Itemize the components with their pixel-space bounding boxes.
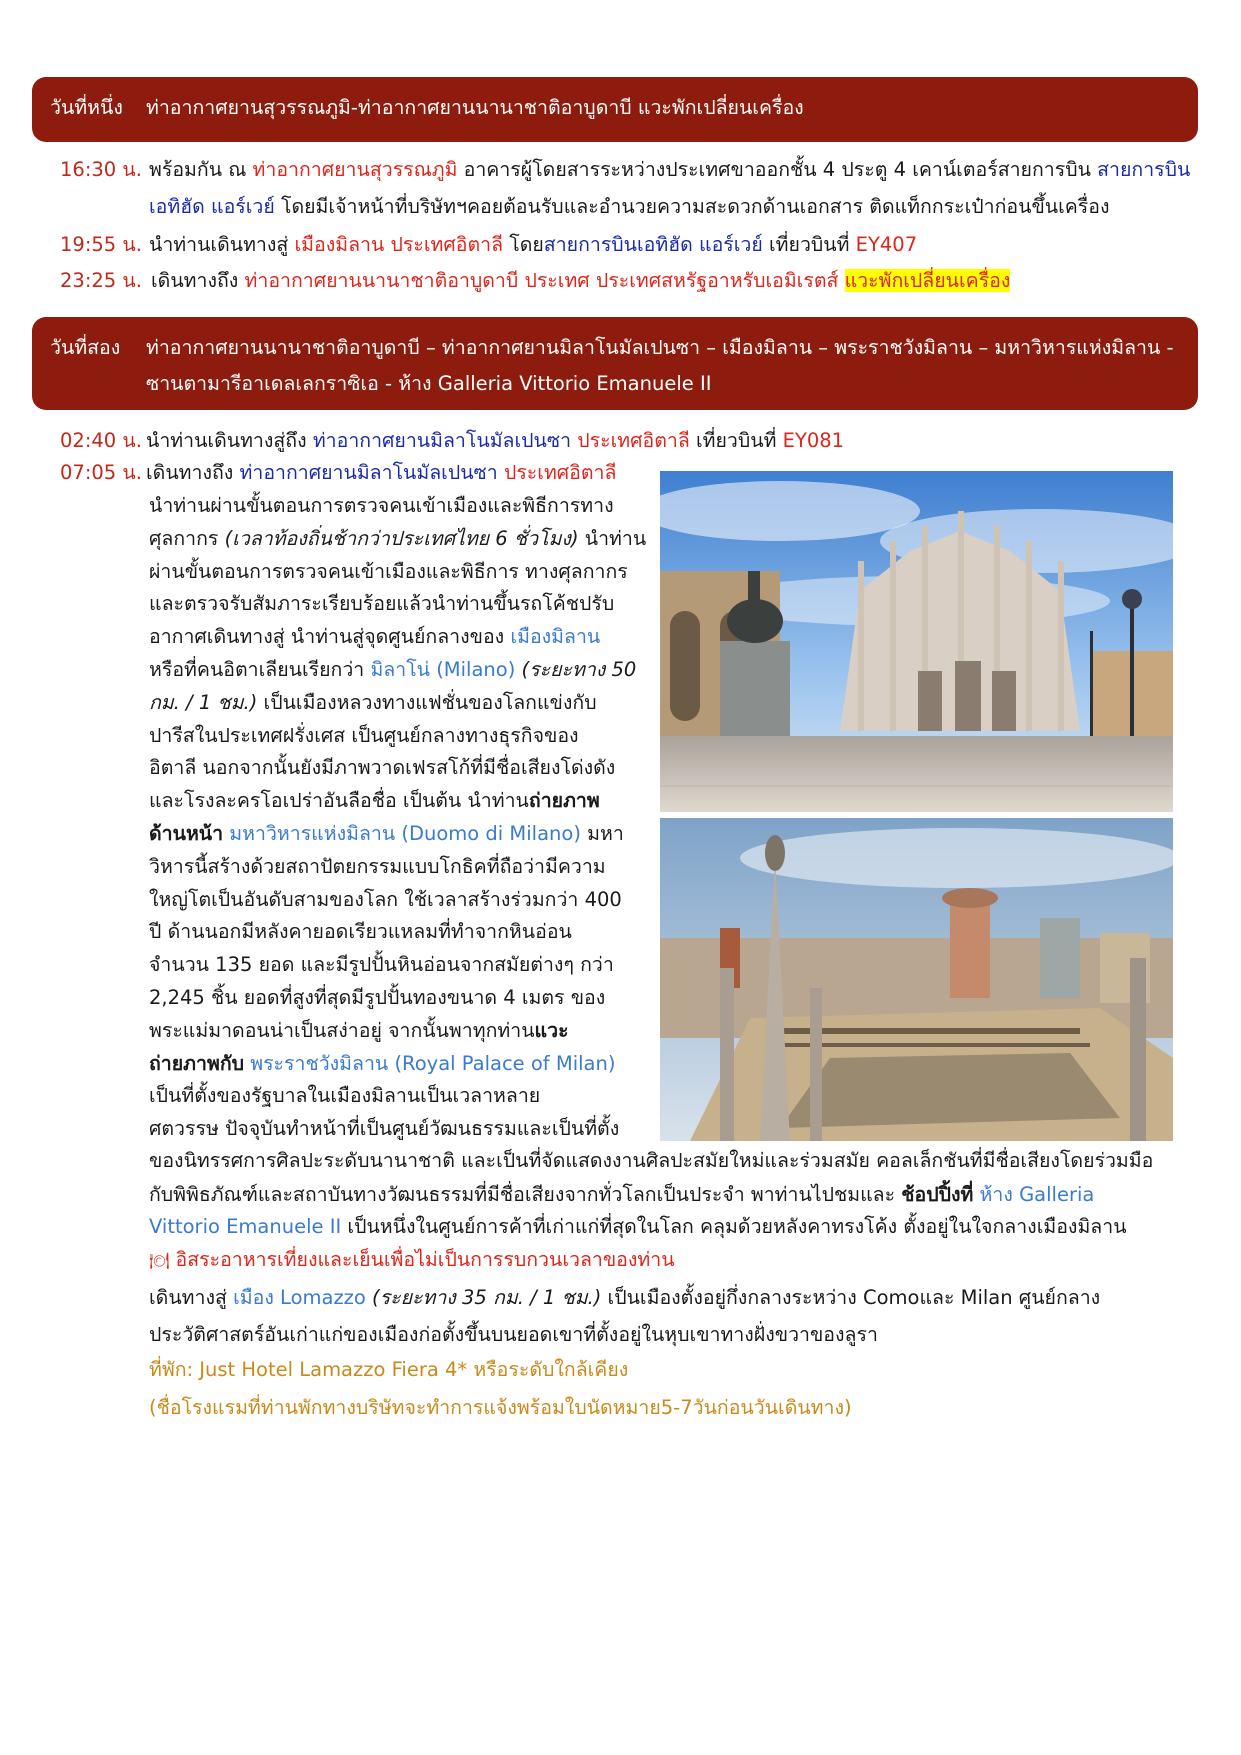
airline-name: เอทิฮัด แอร์เวย์ <box>149 195 275 218</box>
day2-wide-line5: เดินทางสู่ เมือง Lomazzo (ระยะทาง 35 กม. / 1 ชม.) เป็นเมืองตั้งอยู่กึ่งกลางระหว่าง Comoและ Milan ศูนย์กลาง <box>149 1286 1101 1309</box>
desc-line: ศุลกากร (เวลาท้องถิ่นช้ากว่าประเทศไทย 6 ชั่วโมง) นำท่าน <box>149 526 647 550</box>
day2-label: วันที่สอง <box>50 336 121 359</box>
desc-line: ใหญ่โตเป็นอันดับสามของโลก ใช้เวลาสร้างร่วมกว่า 400 <box>149 887 622 911</box>
duomo-photo <box>660 471 1173 812</box>
airline-name: สายการบิน <box>1097 158 1191 181</box>
day2-wide-line2: กับพิพิธภัณฑ์และสถาบันทางวัฒนธรรมที่มีชื่อเสียงจากทั่วโลกเป็นประจำ พาท่านไปชมและ ช้อปปิ้งที่ ห้าง Galleria <box>149 1183 1095 1206</box>
desc-line: อิตาลี นอกจากนั้นยังมีภาพวาดเฟรสโก้ที่มีชื่อเสียงโด่งดัง <box>149 756 616 780</box>
place-name: เมืองมิลาน ประเทศอิตาลี <box>294 233 504 256</box>
place-name: ท่าอากาศยานมิลาโนมัลเปนซา <box>239 461 498 484</box>
day2-wide-line3: Vittorio Emanuele II เป็นหนึ่งในศูนย์การค้าที่เก่าแก่ที่สุดในโลก คลุมด้วยหลังคาทรงโค้ง ตั้งอยู่ในใจกลางเมืองมิลาน <box>149 1215 1127 1238</box>
hotel-info: ที่พัก: Just Hotel Lamazzo Fiera 4* หรือระดับใกล้เคียง <box>149 1358 629 1381</box>
place-name: ท่าอากาศยานมิลาโนมัลเปนซา <box>312 429 572 452</box>
country-name: ประเทศอิตาลี <box>503 461 617 484</box>
day2-title-line2: ซานตามารีอาเดลเลกราซิเอ - ห้าง Galleria Vittorio Emanuele II <box>146 372 712 395</box>
desc-line: ปี ด้านนอกมีหลังคายอดเรียวแหลมที่ทำจากหินอ่อน <box>149 920 572 944</box>
text: โดย <box>503 233 544 256</box>
desc-line: และตรวจรับสัมภาระเรียบร้อยแล้วนำท่านขึ้นรถโค้ชปรับ <box>149 592 615 616</box>
text: นำท่านเดินทางสู่ <box>149 233 295 256</box>
desc-line: 2,245 ชิ้น ยอดที่สูงที่สุดมีรูปปั้นทองขนาด 4 เมตร ของ <box>149 985 606 1009</box>
time-label: 16:30 น. <box>60 158 142 181</box>
flight-number: EY081 <box>782 429 845 452</box>
desc-line: นำท่านผ่านขั้นตอนการตรวจคนเข้าเมืองและพิธีการทาง <box>149 494 614 517</box>
time-label: 07:05 น. <box>60 461 142 484</box>
desc-line: อากาศเดินทางสู่ นำท่านสู่จุดศูนย์กลางของ เมืองมิลาน <box>149 625 601 649</box>
day1-header <box>32 77 1198 142</box>
text: นำท่านเดินทางสู่ถึง <box>146 429 313 452</box>
time-label: 02:40 น. <box>60 429 142 452</box>
meal-text: อิสระอาหารเที่ยงและเย็นเพื่อไม่เป็นการรบกวนเวลาของท่าน <box>175 1248 675 1271</box>
flight-number: EY407 <box>855 233 918 256</box>
desc-line: พระแม่มาดอนน่าเป็นสง่าอยู่ จากนั้นพาทุกท่านแวะ <box>149 1018 569 1042</box>
highlight-transfer: แวะพักเปลี่ยนเครื่อง <box>844 269 1011 292</box>
text <box>838 269 844 292</box>
desc-line: ศตวรรษ ปัจจุบันทำหน้าที่เป็นศูนย์วัฒนธรรมและเป็นที่ตั้ง <box>149 1117 620 1141</box>
day2-wide-line6: ประวัติศาสตร์อันเก่าแก่ของเมืองก่อตั้งขึ้นบนยอดเขาที่ตั้งอยู่ในหุบเขาทางฝั่งขวาของลูรา <box>149 1323 878 1346</box>
desc-line: กม. / 1 ชม.) เป็นเมืองหลวงทางแฟชั่นของโลกแข่งกับ <box>149 690 597 714</box>
place-name: ท่าอากาศยานสุวรรณภูมิ <box>252 158 458 181</box>
time-label: 23:25 น. <box>60 269 142 292</box>
royal-palace-photo <box>660 818 1173 1141</box>
country-name: ประเทศอิตาลี <box>577 429 690 452</box>
desc-line: ถ่ายภาพกับ พระราชวังมิลาน (Royal Palace of Milan) <box>149 1051 616 1075</box>
place-name: ท่าอากาศยานนานาชาติอาบูดาบี ประเทศ ประเทศสหรัฐอาหรับเอมิเรตส์ <box>244 269 839 292</box>
text: โดยมีเจ้าหน้าที่บริษัทฯคอยต้อนรับและอำนวยความสะดวกด้านเอกสาร ติดแท็กกระเป๋าก่อนขึ้นเครื่อง <box>274 195 1110 218</box>
meal-note <box>149 1243 675 1278</box>
desc-line: ด้านหน้า มหาวิหารแห่งมิลาน (Duomo di Milano) มหา <box>149 821 624 845</box>
text: อาคารผู้โดยสารระหว่างประเทศขาออกชั้น 4 ประตู 4 เคาน์เตอร์สายการบิน <box>457 158 1098 181</box>
day1-label: วันที่หนึ่ง <box>50 96 123 119</box>
day1-title: ท่าอากาศยานสุวรรณภูมิ-ท่าอากาศยานนานาชาติอาบูดาบี แวะพักเปลี่ยนเครื่อง <box>146 96 804 119</box>
time-label: 19:55 น. <box>60 233 142 256</box>
text: พร้อมกัน ณ <box>149 158 253 181</box>
desc-line: จำนวน 135 ยอด และมีรูปปั้นหินอ่อนจากสมัยต่างๆ กว่า <box>149 953 614 977</box>
desc-line: ผ่านขั้นตอนการตรวจคนเข้าเมืองและพิธีการ ทางศุลกากร <box>149 559 628 583</box>
text: เดินทางถึง <box>146 461 240 484</box>
text: เที่ยวบินที่ <box>762 233 856 256</box>
day2-description <box>149 490 647 1146</box>
day1-item-1-cont <box>149 190 1110 224</box>
desc-line: หรือที่คนอิตาเลียนเรียกว่า มิลาโน่ (Milano) (ระยะทาง 50 <box>149 657 637 681</box>
desc-line: ปารีสในประเทศฝรั่งเศส เป็นศูนย์กลางทางธุรกิจของ <box>149 723 579 747</box>
airline-name: สายการบินเอทิฮัด แอร์เวย์ <box>543 233 763 256</box>
day2-title-line1: ท่าอากาศยานนานาชาติอาบูดาบี – ท่าอากาศยานมิลาโนมัลเปนซา – เมืองมิลาน – พระราชวังมิลาน – มหาวิหารแห่งมิลาน - <box>146 336 1174 359</box>
desc-line: เป็นที่ตั้งของรัฐบาลในเมืองมิลานเป็นเวลาหลาย <box>149 1084 541 1108</box>
desc-line: วิหารนี้สร้างด้วยสถาปัตยกรรมแบบโกธิคที่ถือว่ามีความ <box>149 854 606 878</box>
day2-wide-line1: ของนิทรรศการศิลปะระดับนานาชาติ และเป็นที่จัดแสดงงานศิลปะสมัยใหม่และร่วมสมัย คอลเล็กชันที่มีชื่อเสียงโดยร่วมมือ <box>149 1149 1154 1172</box>
dining-icon: 🍽 <box>149 1251 170 1270</box>
text: เที่ยวบินที่ <box>689 429 783 452</box>
hotel-note: (ชื่อโรงแรมที่ท่านพักทางบริษัทจะทำการแจ้งพร้อมใบนัดหมาย5-7วันก่อนวันเดินทาง) <box>149 1396 852 1419</box>
day2-header <box>32 317 1198 410</box>
desc-line: และโรงละครโอเปร่าอันลือชื่อ เป็นต้น นำท่านถ่ายภาพ <box>149 789 600 813</box>
text: เดินทางถึง <box>151 269 245 292</box>
